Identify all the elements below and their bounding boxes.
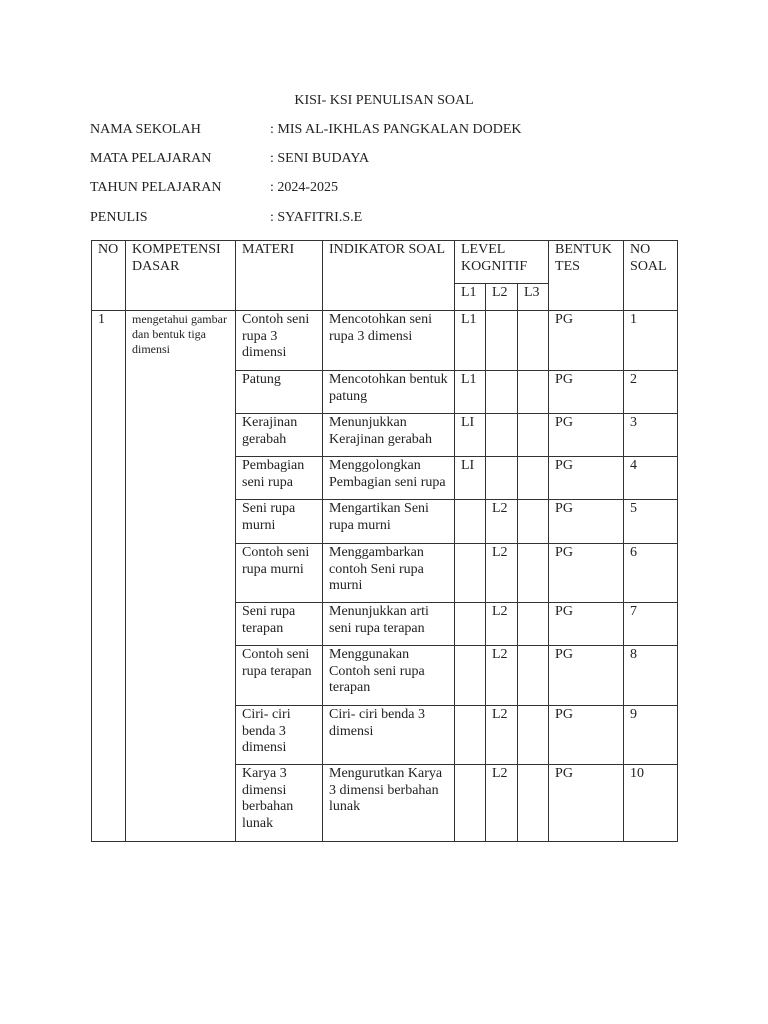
cell-indikator: Menggunakan Contoh seni rupa terapan — [323, 646, 455, 706]
cell-l3 — [518, 311, 549, 371]
cell-l2 — [486, 457, 518, 500]
cell-no-soal: 4 — [624, 457, 678, 500]
cell-materi: Contoh seni rupa murni — [236, 544, 323, 603]
document-title: KISI- KSI PENULISAN SOAL — [294, 93, 474, 108]
meta-key: NAMA SEKOLAH — [90, 122, 201, 137]
cell-materi: Ciri- ciri benda 3 dimensi — [236, 706, 323, 765]
cell-bentuk: PG — [549, 371, 624, 414]
cell-indikator: Menunjukkan arti seni rupa terapan — [323, 603, 455, 646]
cell-indikator: Ciri- ciri benda 3 dimensi — [323, 706, 455, 765]
cell-l1 — [455, 603, 486, 646]
header-indikator-soal: INDIKATOR SOAL — [323, 241, 455, 311]
cell-bentuk: PG — [549, 500, 624, 544]
cell-materi: Seni rupa terapan — [236, 603, 323, 646]
header-bentuk-tes: BENTUK TES — [549, 241, 624, 311]
cell-l3 — [518, 414, 549, 457]
meta-value: : SYAFITRI.S.E — [270, 210, 363, 225]
cell-l2 — [486, 414, 518, 457]
cell-materi: Patung — [236, 371, 323, 414]
cell-bentuk: PG — [549, 414, 624, 457]
cell-materi: Contoh seni rupa terapan — [236, 646, 323, 706]
cell-l2 — [486, 311, 518, 371]
cell-l3 — [518, 371, 549, 414]
header-l2: L2 — [486, 284, 518, 311]
cell-no-soal: 6 — [624, 544, 678, 603]
cell-no: 1 — [92, 311, 126, 842]
header-l1: L1 — [455, 284, 486, 311]
cell-indikator: Menggambarkan contoh Seni rupa murni — [323, 544, 455, 603]
meta-key: TAHUN PELAJARAN — [90, 180, 222, 195]
cell-l3 — [518, 603, 549, 646]
cell-bentuk: PG — [549, 603, 624, 646]
cell-l2: L2 — [486, 646, 518, 706]
header-no-soal: NO SOAL — [624, 241, 678, 311]
cell-l1 — [455, 765, 486, 842]
header-l3: L3 — [518, 284, 549, 311]
table-row — [92, 311, 678, 371]
cell-l1: L1 — [455, 371, 486, 414]
cell-indikator: Menggolongkan Pembagian seni rupa — [323, 457, 455, 500]
cell-no-soal: 8 — [624, 646, 678, 706]
cell-l3 — [518, 646, 549, 706]
cell-no-soal: 10 — [624, 765, 678, 842]
cell-l3 — [518, 765, 549, 842]
cell-indikator: Mencotohkan seni rupa 3 dimensi — [323, 311, 455, 371]
cell-materi: Kerajinan gerabah — [236, 414, 323, 457]
meta-value: : 2024-2025 — [270, 180, 339, 195]
header-kompetensi-dasar: KOMPETENSI DASAR — [126, 241, 236, 311]
cell-bentuk: PG — [549, 765, 624, 842]
table-header-row — [92, 241, 678, 284]
header-level-kognitif: LEVEL KOGNITIF — [455, 241, 549, 284]
cell-l1: L1 — [455, 311, 486, 371]
cell-l1 — [455, 646, 486, 706]
cell-bentuk: PG — [549, 457, 624, 500]
cell-bentuk: PG — [549, 706, 624, 765]
cell-no-soal: 2 — [624, 371, 678, 414]
cell-l1: LI — [455, 457, 486, 500]
cell-l3 — [518, 706, 549, 765]
cell-l2: L2 — [486, 603, 518, 646]
cell-l1 — [455, 544, 486, 603]
cell-materi: Contoh seni rupa 3 dimensi — [236, 311, 323, 371]
header-materi: MATERI — [236, 241, 323, 311]
kisi-table — [91, 240, 678, 842]
cell-l3 — [518, 500, 549, 544]
cell-indikator: Mengurutkan Karya 3 dimensi berbahan lunak — [323, 765, 455, 842]
cell-l2: L2 — [486, 706, 518, 765]
meta-key: PENULIS — [90, 210, 148, 225]
meta-key: MATA PELAJARAN — [90, 151, 212, 166]
cell-bentuk: PG — [549, 311, 624, 371]
cell-l1 — [455, 500, 486, 544]
cell-l3 — [518, 457, 549, 500]
cell-l2: L2 — [486, 500, 518, 544]
cell-kompetensi-dasar: mengetahui gambar dan bentuk tiga dimensi — [126, 311, 236, 842]
cell-materi: Pembagian seni rupa — [236, 457, 323, 500]
cell-l3 — [518, 544, 549, 603]
cell-indikator: Mengartikan Seni rupa murni — [323, 500, 455, 544]
cell-l2 — [486, 371, 518, 414]
cell-bentuk: PG — [549, 646, 624, 706]
cell-no-soal: 5 — [624, 500, 678, 544]
cell-l2: L2 — [486, 544, 518, 603]
cell-no-soal: 7 — [624, 603, 678, 646]
cell-l1: LI — [455, 414, 486, 457]
cell-no-soal: 3 — [624, 414, 678, 457]
cell-indikator: Mencotohkan bentuk patung — [323, 371, 455, 414]
cell-no-soal: 9 — [624, 706, 678, 765]
cell-l1 — [455, 706, 486, 765]
cell-l2: L2 — [486, 765, 518, 842]
meta-value: : MIS AL-IKHLAS PANGKALAN DODEK — [270, 122, 522, 137]
header-no: NO — [92, 241, 126, 311]
meta-value: : SENI BUDAYA — [270, 151, 370, 166]
cell-materi: Karya 3 dimensi berbahan lunak — [236, 765, 323, 842]
cell-no-soal: 1 — [624, 311, 678, 371]
cell-bentuk: PG — [549, 544, 624, 603]
cell-materi: Seni rupa murni — [236, 500, 323, 544]
cell-indikator: Menunjukkan Kerajinan gerabah — [323, 414, 455, 457]
